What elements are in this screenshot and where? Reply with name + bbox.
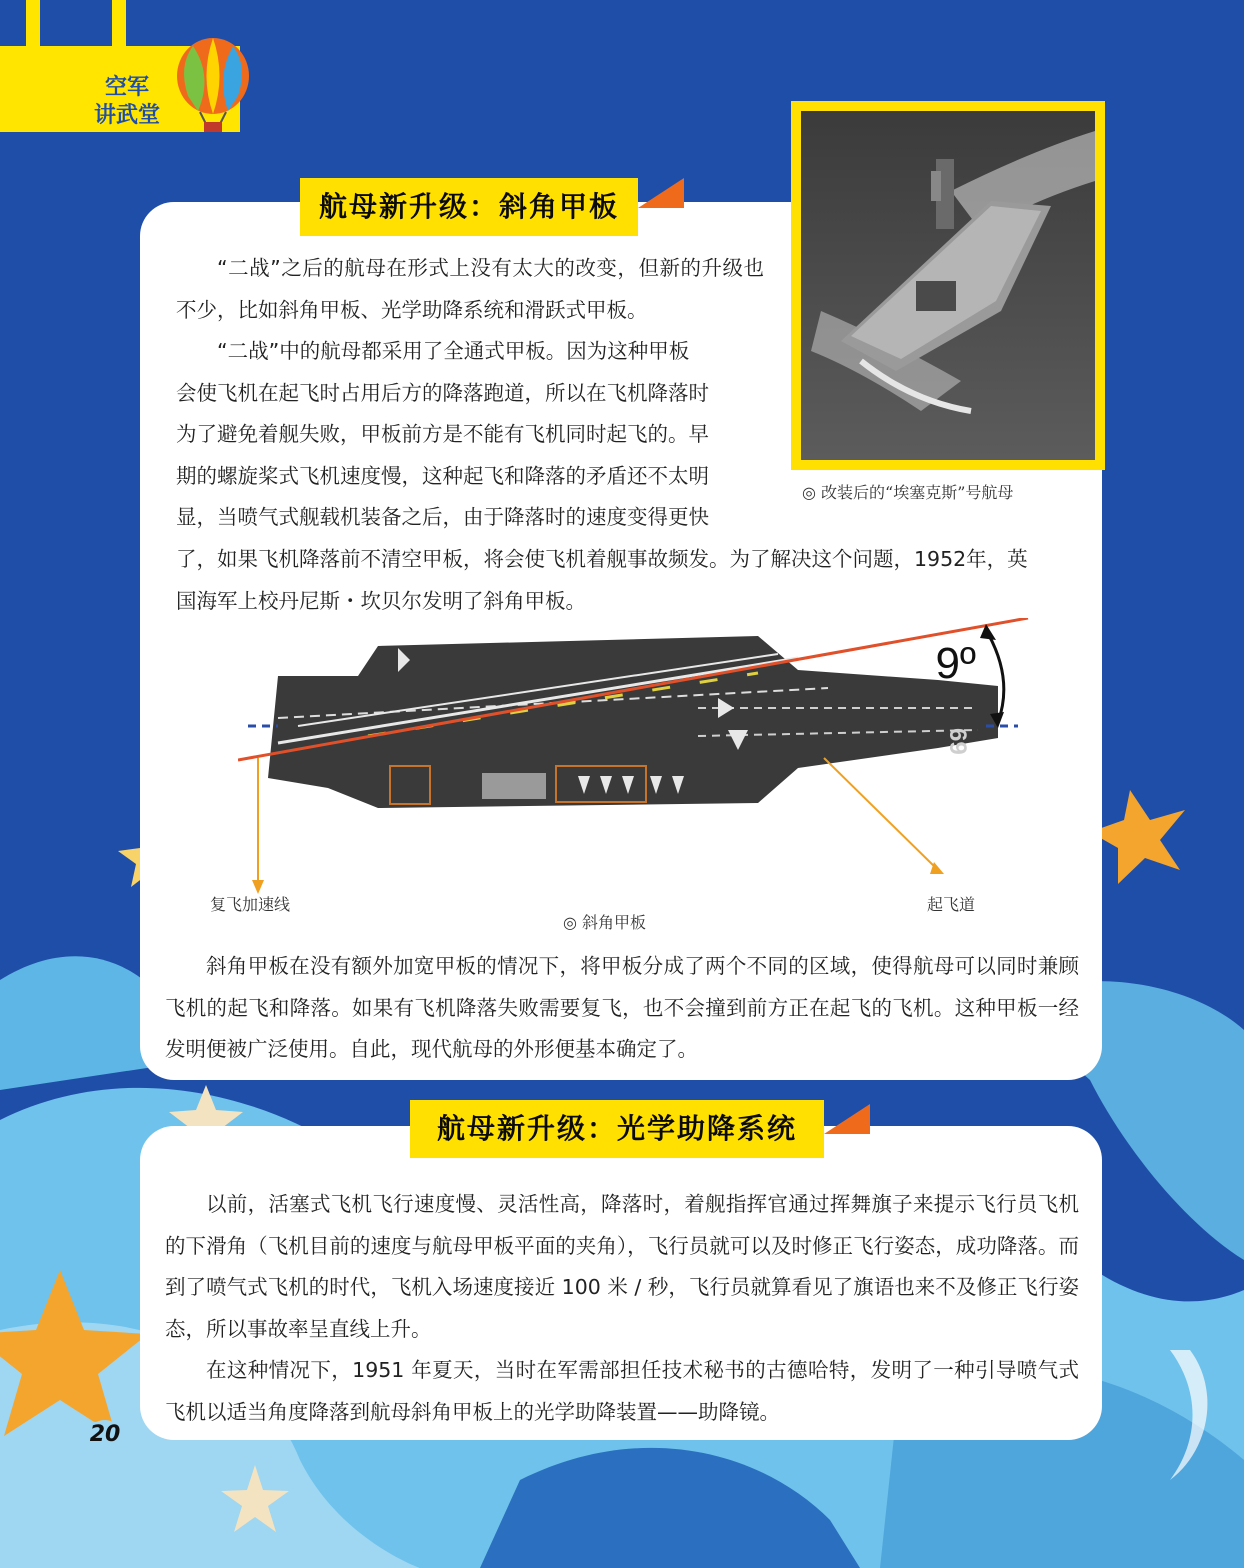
section1-paragraph-2: [176, 331, 1086, 622]
series-title-line2: 讲武堂: [93, 103, 160, 128]
series-title: [92, 74, 162, 130]
para2-line: 会使飞机在起飞时占用后方的降落跑道，所以在飞机降落时: [176, 380, 709, 405]
tab-post-left: [26, 0, 40, 50]
section2-paragraph-1: 以前，活塞式飞机飞行速度慢、灵活性高，降落时，着舰指挥官通过挥舞旗子来提示飞行员飞机的下滑角（飞机目前的速度与航母甲板平面的夹角），飞行员就可以及时修正飞行姿态，成功降落。而到了喷气式飞机的时代，飞机入场速度接近 100 米 / 秒，飞行员就算看见了旗语也来不及修正飞行姿态，所以事故率呈直线上升。: [165, 1192, 1079, 1341]
para2-line: “二战”中的航母都采用了全通式甲板。因为这种甲板: [217, 339, 690, 363]
section1-title: 航母新升级：斜角甲板: [300, 178, 638, 236]
hull-number: 69: [944, 728, 971, 755]
angled-deck-diagram: [238, 618, 1030, 908]
diagram-caption: ◎ 斜角甲板: [563, 913, 647, 932]
hot-air-balloon-icon: [168, 36, 258, 136]
title-tail: [824, 1104, 870, 1134]
page-number: 20: [89, 1422, 121, 1447]
para2-line: 国海军上校丹尼斯・坎贝尔发明了斜角甲板。: [176, 588, 586, 613]
para2-line: 期的螺旋桨式飞机速度慢，这种起飞和降落的矛盾还不太明: [176, 463, 709, 488]
section2-paragraph-2: 在这种情况下，1951 年夏天，当时在军需部担任技术秘书的古德哈特，发明了一种引导喷气式飞机以适当角度降落到航母斜角甲板上的光学助降装置——助降镜。: [165, 1358, 1079, 1424]
section2-title: 航母新升级：光学助降系统: [410, 1100, 824, 1158]
para2-line: 为了避免着舰失败，甲板前方是不能有飞机同时起飞的。早: [176, 422, 709, 447]
section1-paragraph-3: 斜角甲板在没有额外加宽甲板的情况下，将甲板分成了两个不同的区域，使得航母可以同时兼顾飞机的起飞和降落。如果有飞机降落失败需要复飞，也不会撞到前方正在起飞的飞机。这种甲板一经发明便被广泛使用。自此，现代航母的外形便基本确定了。: [165, 954, 1079, 1062]
angle-label: 9º: [935, 639, 976, 688]
tab-post-right: [112, 0, 126, 50]
photo-caption: ◎ 改装后的“埃塞克斯”号航母: [802, 483, 1014, 502]
para2-line: 显，当喷气式舰载机装备之后，由于降落时的速度变得更快: [176, 505, 709, 530]
series-title-line1: 空军: [104, 75, 149, 100]
diagram-label-left: 复飞加速线: [210, 895, 291, 914]
diagram-label-right: 起飞道: [927, 895, 976, 914]
title-tail: [638, 178, 684, 208]
para2-line: 了，如果飞机降落前不清空甲板，将会使飞机着舰事故频发。为了解决这个问题，1952年，英: [176, 546, 1028, 571]
section1-paragraph-1: “二战”之后的航母在形式上没有太大的改变，但新的升级也不少，比如斜角甲板、光学助降系统和滑跃式甲板。: [176, 256, 764, 322]
